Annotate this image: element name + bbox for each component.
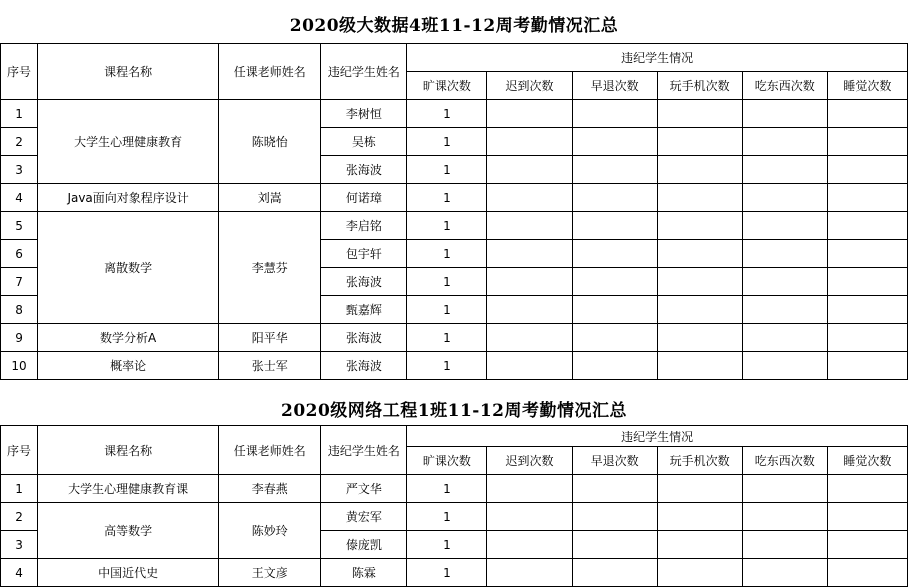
student-name-cell: 张海波: [321, 268, 407, 296]
course-name-cell: 概率论: [38, 352, 219, 380]
row-number-cell: 4: [1, 184, 38, 212]
row-number-cell: 3: [1, 156, 38, 184]
sleeping-count-cell: [827, 531, 907, 559]
student-name-cell: 包宇轩: [321, 240, 407, 268]
header-sleep: 睡觉次数: [827, 447, 907, 475]
table-body: [1, 475, 908, 587]
row-number-cell: 1: [1, 475, 38, 503]
early-leave-count-cell: [572, 212, 657, 240]
sleeping-count-cell: [827, 128, 907, 156]
phone-count-cell: [657, 128, 742, 156]
teacher-name-cell: 李春燕: [219, 475, 321, 503]
teacher-name-cell: 陈妙玲: [219, 503, 321, 559]
eating-count-cell: [742, 100, 827, 128]
sleeping-count-cell: [827, 100, 907, 128]
phone-count-cell: [657, 352, 742, 380]
student-name-cell: 李树恒: [321, 100, 407, 128]
header-no: 序号: [1, 44, 38, 100]
late-count-cell: [487, 268, 572, 296]
course-name-cell: 离散数学: [38, 212, 219, 324]
table-1-title: 2020级大数据4班11-12周考勤情况汇总: [289, 16, 619, 36]
phone-count-cell: [657, 268, 742, 296]
teacher-name-cell: 阳平华: [219, 324, 321, 352]
course-name-cell: Java面向对象程序设计: [38, 184, 219, 212]
early-leave-count-cell: [572, 324, 657, 352]
row-number-cell: 1: [1, 100, 38, 128]
phone-count-cell: [657, 184, 742, 212]
phone-count-cell: [657, 156, 742, 184]
course-name-cell: 大学生心理健康教育课: [38, 475, 219, 503]
phone-count-cell: [657, 475, 742, 503]
sleeping-count-cell: [827, 503, 907, 531]
phone-count-cell: [657, 100, 742, 128]
eating-count-cell: [742, 184, 827, 212]
course-name-cell: 数学分析A: [38, 324, 219, 352]
attendance-table-2: [0, 425, 908, 587]
late-count-cell: [487, 559, 572, 587]
absent-count-cell: 1: [407, 128, 487, 156]
late-count-cell: [487, 475, 572, 503]
early-leave-count-cell: [572, 559, 657, 587]
early-leave-count-cell: [572, 531, 657, 559]
row-number-cell: 10: [1, 352, 38, 380]
table-row: [1, 475, 908, 503]
phone-count-cell: [657, 503, 742, 531]
table-row: [1, 352, 908, 380]
student-name-cell: 陈霖: [321, 559, 407, 587]
header-early: 早退次数: [572, 447, 657, 475]
late-count-cell: [487, 296, 572, 324]
late-count-cell: [487, 503, 572, 531]
sleeping-count-cell: [827, 212, 907, 240]
table-row: [1, 324, 908, 352]
absent-count-cell: 1: [407, 531, 487, 559]
header-eat: 吃东西次数: [742, 72, 827, 100]
late-count-cell: [487, 352, 572, 380]
table-body: [1, 100, 908, 380]
early-leave-count-cell: [572, 268, 657, 296]
course-name-cell: 高等数学: [38, 503, 219, 559]
header-teacher: 任课老师姓名: [219, 426, 321, 475]
absent-count-cell: 1: [407, 240, 487, 268]
header-phone: 玩手机次数: [657, 447, 742, 475]
header-course: 课程名称: [38, 44, 219, 100]
late-count-cell: [487, 156, 572, 184]
attendance-table-1: [0, 43, 908, 380]
header-teacher: 任课老师姓名: [219, 44, 321, 100]
header-late: 迟到次数: [487, 72, 572, 100]
header-absent: 旷课次数: [407, 447, 487, 475]
sleeping-count-cell: [827, 240, 907, 268]
sleeping-count-cell: [827, 324, 907, 352]
sleeping-count-cell: [827, 184, 907, 212]
absent-count-cell: 1: [407, 268, 487, 296]
early-leave-count-cell: [572, 184, 657, 212]
sleeping-count-cell: [827, 268, 907, 296]
eating-count-cell: [742, 324, 827, 352]
header-late: 迟到次数: [487, 447, 572, 475]
sleeping-count-cell: [827, 296, 907, 324]
teacher-name-cell: 刘嵩: [219, 184, 321, 212]
late-count-cell: [487, 531, 572, 559]
teacher-name-cell: 陈晓怡: [219, 100, 321, 184]
late-count-cell: [487, 240, 572, 268]
header-eat: 吃东西次数: [742, 447, 827, 475]
row-number-cell: 6: [1, 240, 38, 268]
header-no: 序号: [1, 426, 38, 475]
sleeping-count-cell: [827, 156, 907, 184]
sleeping-count-cell: [827, 352, 907, 380]
header-course: 课程名称: [38, 426, 219, 475]
eating-count-cell: [742, 531, 827, 559]
header-early: 早退次数: [572, 72, 657, 100]
student-name-cell: 张海波: [321, 156, 407, 184]
course-name-cell: 中国近代史: [38, 559, 219, 587]
table-row: [1, 503, 908, 531]
eating-count-cell: [742, 268, 827, 296]
early-leave-count-cell: [572, 475, 657, 503]
teacher-name-cell: 张士军: [219, 352, 321, 380]
phone-count-cell: [657, 240, 742, 268]
teacher-name-cell: 李慧芬: [219, 212, 321, 324]
absent-count-cell: 1: [407, 184, 487, 212]
header-absent: 旷课次数: [407, 72, 487, 100]
student-name-cell: 傣庞凯: [321, 531, 407, 559]
student-name-cell: 张海波: [321, 324, 407, 352]
row-number-cell: 4: [1, 559, 38, 587]
eating-count-cell: [742, 352, 827, 380]
early-leave-count-cell: [572, 240, 657, 268]
row-number-cell: 2: [1, 128, 38, 156]
late-count-cell: [487, 128, 572, 156]
phone-count-cell: [657, 212, 742, 240]
eating-count-cell: [742, 128, 827, 156]
eating-count-cell: [742, 296, 827, 324]
early-leave-count-cell: [572, 296, 657, 324]
student-name-cell: 甄嘉辉: [321, 296, 407, 324]
student-name-cell: 张海波: [321, 352, 407, 380]
early-leave-count-cell: [572, 503, 657, 531]
early-leave-count-cell: [572, 156, 657, 184]
header-student: 违纪学生姓名: [321, 426, 407, 475]
row-number-cell: 2: [1, 503, 38, 531]
student-name-cell: 黄宏军: [321, 503, 407, 531]
early-leave-count-cell: [572, 352, 657, 380]
header-phone: 玩手机次数: [657, 72, 742, 100]
header-sleep: 睡觉次数: [827, 72, 907, 100]
eating-count-cell: [742, 212, 827, 240]
course-name-cell: 大学生心理健康教育: [38, 100, 219, 184]
early-leave-count-cell: [572, 100, 657, 128]
header-violation-group: 违纪学生情况: [407, 44, 908, 72]
teacher-name-cell: 王文彦: [219, 559, 321, 587]
table-row: [1, 100, 908, 128]
absent-count-cell: 1: [407, 503, 487, 531]
row-number-cell: 3: [1, 531, 38, 559]
table-row: [1, 212, 908, 240]
table-2-title: 2020级网络工程1班11-12周考勤情况汇总: [280, 401, 627, 421]
eating-count-cell: [742, 156, 827, 184]
absent-count-cell: 1: [407, 352, 487, 380]
table-row: [1, 559, 908, 587]
absent-count-cell: 1: [407, 156, 487, 184]
student-name-cell: 严文华: [321, 475, 407, 503]
table-row: [1, 184, 908, 212]
early-leave-count-cell: [572, 128, 657, 156]
absent-count-cell: 1: [407, 212, 487, 240]
row-number-cell: 5: [1, 212, 38, 240]
late-count-cell: [487, 324, 572, 352]
phone-count-cell: [657, 531, 742, 559]
row-number-cell: 7: [1, 268, 38, 296]
sleeping-count-cell: [827, 475, 907, 503]
phone-count-cell: [657, 324, 742, 352]
absent-count-cell: 1: [407, 475, 487, 503]
late-count-cell: [487, 184, 572, 212]
phone-count-cell: [657, 559, 742, 587]
absent-count-cell: 1: [407, 559, 487, 587]
student-name-cell: 吴栋: [321, 128, 407, 156]
absent-count-cell: 1: [407, 296, 487, 324]
late-count-cell: [487, 212, 572, 240]
eating-count-cell: [742, 475, 827, 503]
absent-count-cell: 1: [407, 324, 487, 352]
eating-count-cell: [742, 240, 827, 268]
eating-count-cell: [742, 503, 827, 531]
header-violation-group: 违纪学生情况: [407, 426, 908, 447]
row-number-cell: 9: [1, 324, 38, 352]
sleeping-count-cell: [827, 559, 907, 587]
absent-count-cell: 1: [407, 100, 487, 128]
student-name-cell: 李启铭: [321, 212, 407, 240]
late-count-cell: [487, 100, 572, 128]
eating-count-cell: [742, 559, 827, 587]
row-number-cell: 8: [1, 296, 38, 324]
student-name-cell: 何诺璋: [321, 184, 407, 212]
phone-count-cell: [657, 296, 742, 324]
header-student: 违纪学生姓名: [321, 44, 407, 100]
